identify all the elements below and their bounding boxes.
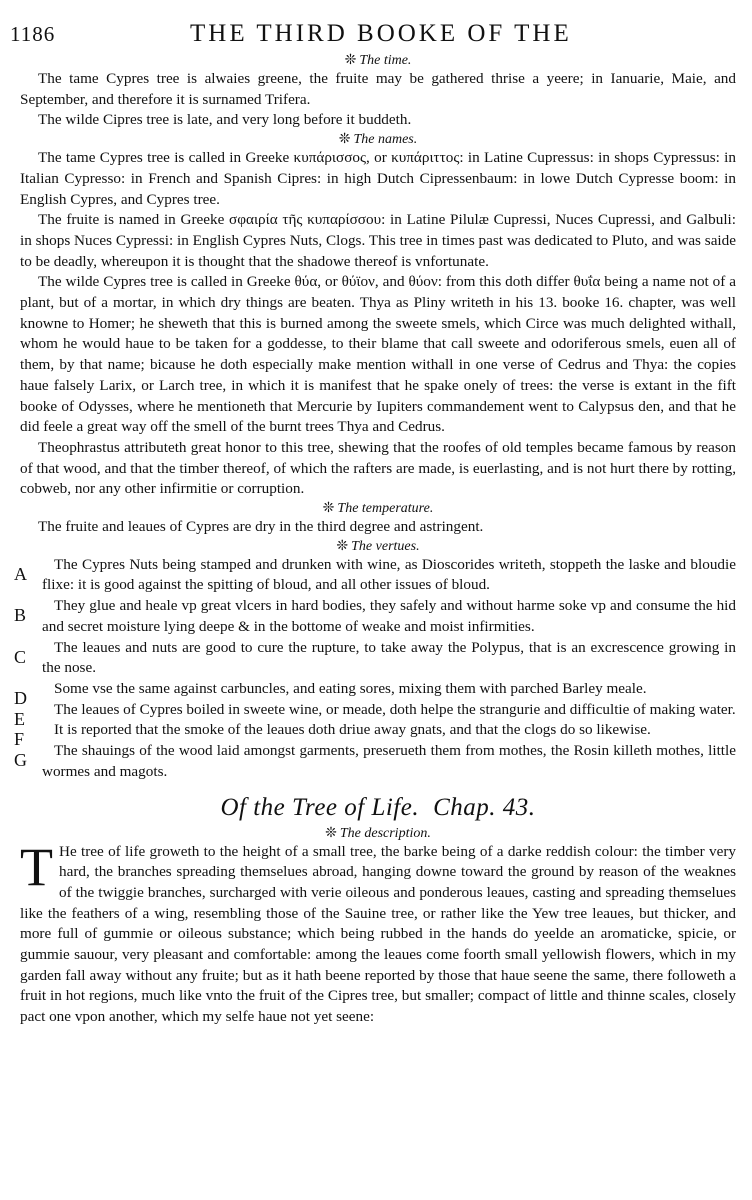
- section-star-icon: ❊: [336, 538, 349, 554]
- page-number: 1186: [10, 22, 56, 46]
- margin-letter: F: [14, 729, 25, 750]
- vertue-item: [14, 700, 736, 729]
- paragraph: The fruite is named in Greeke σφαιρία τῆς κυπαρίσσου: in Latine Pilulæ Cupressi, Nuces Cupressi, and Galbuli: in shops Nuces Cypressi: in English Cypres Nuts, Clogs. This tree in times past was dedicated to Pluto, and was saide to be deadly, whereupon it is thought that the shadowe thereof is vnfortunate.: [20, 211, 736, 270]
- vertue-item: [14, 720, 736, 750]
- margin-letter: A: [14, 563, 27, 584]
- margin-letter: B: [14, 605, 27, 626]
- section-star-icon: ❊: [325, 825, 337, 841]
- section-heading-vertues: [20, 538, 736, 555]
- margin-letter: G: [14, 750, 27, 771]
- paragraph: The wilde Cipres tree is late, and very long before it buddeth.: [38, 111, 412, 129]
- vertue-text: The leaues and nuts are good to cure the rupture, to take away the Polypus, that is an excrescence growing in the nose.: [42, 638, 736, 677]
- section-heading-time: [20, 52, 736, 69]
- section-heading-temperature: [20, 500, 736, 517]
- section-heading-text: The vertues.: [351, 538, 420, 554]
- page-header: [0, 20, 752, 50]
- paragraph: The tame Cypres tree is called in Greeke κυπάρισσος, or κυπάριττος: in Latine Cupressus: in shops Cypressus: in Italian Cypresso: in French and Spanish Cipres: in high Dutch Cipressenbaum: in lowe Dutch Cypresse boom: in English Cypres, and Cypres tree.: [20, 149, 736, 208]
- margin-letter: D: [14, 687, 27, 708]
- paragraph: Theophrastus attributeth great honor to this tree, shewing that the roofes of old temples became famous by reason of that wood, and that the timber thereof, of which the rafters are made, is euerlasting, and is not hurt there by rotting, cobweb, nor any other infirmitie or corruption.: [20, 438, 736, 498]
- vertue-item: [14, 679, 736, 708]
- section-heading-description: [20, 825, 736, 842]
- vertue-item: [14, 741, 736, 782]
- vertue-item: [14, 596, 736, 637]
- vertue-text: They glue and heale vp great vlcers in hard bodies, they safely and without harme soke vp and consume the hid and secret moisture lying deepe & in the bottome of weake and moist infirmities.: [42, 597, 736, 635]
- section-heading-text: The description.: [339, 825, 431, 841]
- section-heading-names: [20, 131, 736, 148]
- vertue-text: Some vse the same against carbuncles, and eating sores, mixing them with parched Barley meale.: [54, 679, 647, 697]
- margin-letter: C: [14, 646, 27, 667]
- section-heading-text: The time.: [359, 53, 412, 68]
- vertue-item: [14, 638, 736, 679]
- paragraph: The wilde Cypres tree is called in Greeke θύα, or θύϊον, and θύον: from this doth differ θυΐα being a name not of a plant, but of a mortar, in which dry things are beaten. Thya as Pliny writeth in his 13. booke 16. chapter, was well knowne to Homer; he sheweth that this is burned among the sweete smels, which Circe was much delighted withall, whom he would haue to be taken for a goddesse, to their blame that call sweete and odoriferous smels, euen all of them, by that name; bicause he doth especially make mention withall in one verse of Cedrus and Thya: the copies haue falsely Larix, or Larch tree, in which it is manifest that he spake onely of trees: the verse is extant in the fift booke of Odysses, where he mentioneth that Mercurie by Iupiters commandement went to Calypsus den, and that he did feele a great way off the smell of the burnt trees Thya and Cedrus.: [20, 273, 736, 436]
- description-text: He tree of life groweth to the height of a small tree, the barke being of a darke reddish colour: the timber very hard, the branches spreading themselues abroad, hanging downe toward the ground by reason of the weaknes of the twiggie branches, surcharged with verie oileous and ponderous leaues, casting and spreading themselues like the feathers of a wing, resembling those of the Sauine tree, or rather like the Yew tree leaues, but thicker, and more full of gummie or oileous substance; which being rubbed in the hands do yeelde an aromaticke, spicie, or gummie sauour, very pleasant and comfortable: among the leaues come foorth small yellowish flowers, which in my garden fall away without any fruite; but as it hath beene reported by those that haue seene the same, there followeth a fruit in hot regions, much like vnto the fruit of the Cipres tree, but smaller; compact of little and thinne scales, closely pact one vpon another, which my selfe haue not yet seene:: [20, 842, 736, 1026]
- chapter-heading: [20, 793, 736, 823]
- vertue-text: The shauings of the wood laid amongst garments, preserueth them from mothes, the Rosin killeth mothes, little wormes and magots.: [42, 742, 736, 780]
- vertue-text: The Cypres Nuts being stamped and drunken with wine, as Dioscorides writeth, stoppeth the laske and bloudie flixe: it is good against the spitting of bloud, and all other issues of bloud.: [42, 555, 736, 594]
- paragraph: The fruite and leaues of Cypres are dry in the third degree and astringent.: [38, 518, 484, 536]
- vertue-text: The leaues of Cypres boiled in sweete wine, or meade, doth helpe the strangurie and difficultie of making water.: [54, 700, 736, 718]
- section-heading-text: The names.: [353, 132, 418, 148]
- section-star-icon: ❊: [344, 53, 357, 68]
- drop-cap: T: [20, 836, 53, 897]
- section-star-icon: ❊: [338, 132, 351, 148]
- running-title: THE THIRD BOOKE OF THE: [190, 20, 572, 47]
- chapter-number: Chap. 43.: [433, 793, 536, 821]
- description-block: [20, 836, 736, 1028]
- vertue-item: [14, 555, 736, 596]
- chapter-title: Of the Tree of Life.: [220, 793, 420, 821]
- margin-letter: E: [14, 708, 25, 729]
- section-heading-text: The temperature.: [337, 501, 434, 517]
- page-body: [14, 52, 736, 1028]
- section-star-icon: ❊: [322, 501, 335, 517]
- vertue-text: It is reported that the smoke of the leaues doth driue away gnats, and that the clogs do so likewise.: [54, 721, 651, 739]
- paragraph: The tame Cypres tree is alwaies greene, the fruite may be gathered thrise a yeere; in Ianuarie, Maie, and September, and therefore it is surnamed Trifera.: [20, 70, 736, 108]
